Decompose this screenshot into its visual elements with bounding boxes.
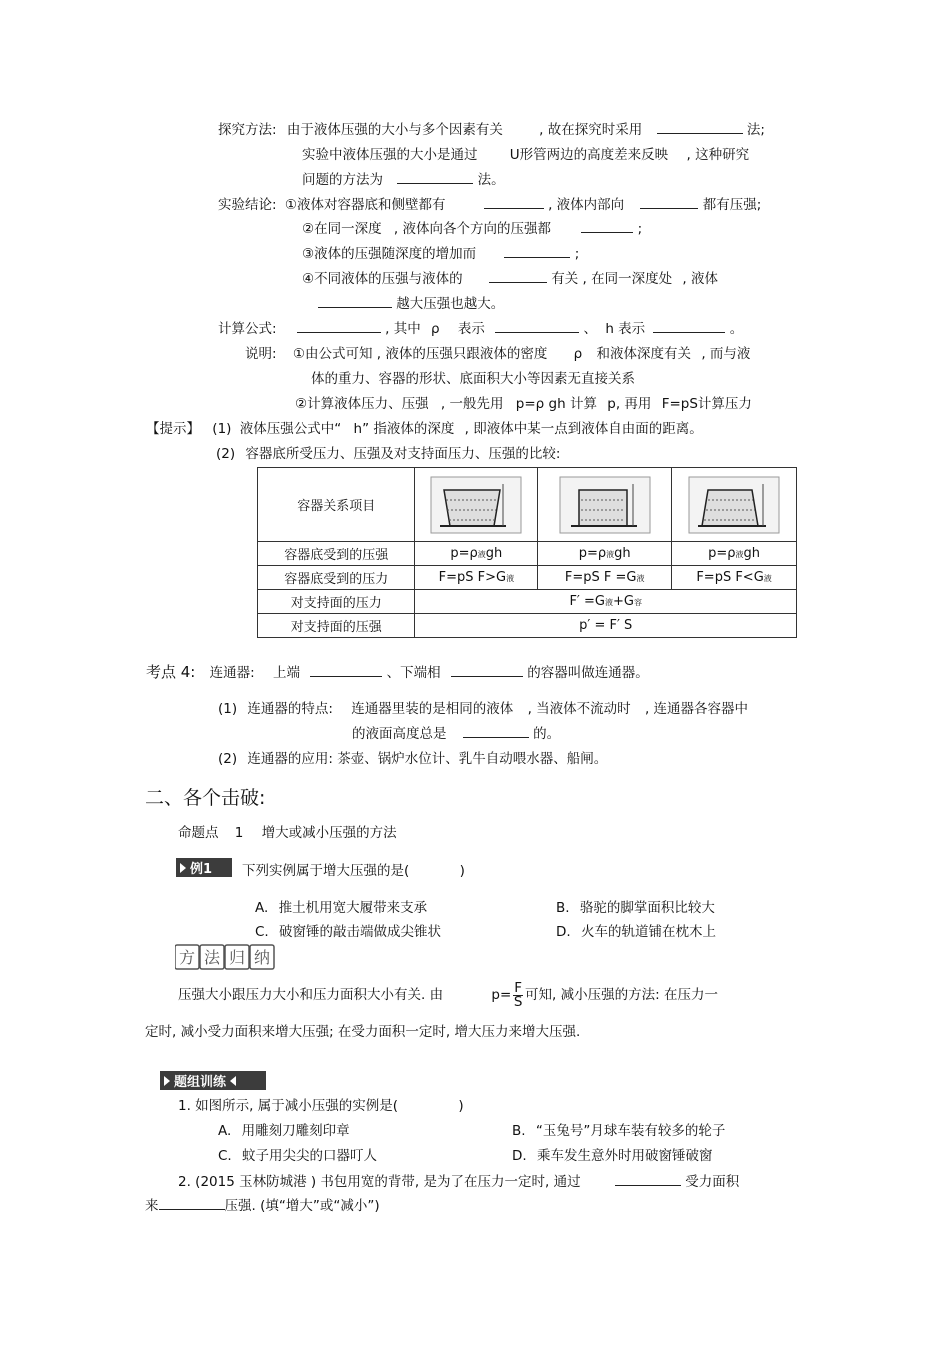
conclusion-text: ①液体对容器底和侧壁都有	[284, 197, 446, 213]
conclusion-line-5	[318, 295, 504, 313]
fraction-numerator: F	[514, 979, 523, 996]
cell-subscript: 液	[735, 550, 744, 559]
drill-option-b[interactable]	[512, 1122, 725, 1140]
table-cell	[672, 542, 797, 566]
row-label: 容器底受到的压强	[258, 542, 415, 566]
option-key: B.	[512, 1123, 526, 1139]
question-text: 压强. (填“增大”或“减小”)	[224, 1198, 380, 1214]
conclusion-text: ④不同液体的压强与液体的	[302, 271, 463, 287]
cell-text: F=pS F =G	[564, 570, 637, 585]
answer-blank[interactable]	[397, 171, 473, 184]
hint-text: 容器底所受压力、压强及对支持面压力、压强的比较:	[245, 446, 561, 462]
comparison-table	[257, 467, 797, 638]
hint-text: h”	[353, 421, 370, 437]
cell-text: F′ =G	[569, 594, 605, 609]
proposition-text: 1	[234, 825, 244, 841]
section-title: 二、各个击破:	[145, 787, 266, 809]
cell-subscript: 液	[477, 550, 486, 559]
kaodian-text: 连通器的特点:	[247, 701, 333, 717]
conclusion-text: 有关 , 在同一深度处	[551, 271, 673, 287]
formula-p: p=	[491, 987, 512, 1003]
drill-option-a[interactable]	[218, 1122, 350, 1140]
cell-text: p=ρ	[708, 546, 736, 561]
table-row	[258, 566, 797, 590]
cell-text: F=pS F>G	[438, 570, 507, 585]
hint-line-2	[216, 445, 560, 463]
note-text: , 液体的压强只跟液体的密度	[376, 346, 548, 362]
kaodian-text: , 连通器各容器中	[644, 701, 749, 717]
hint-text: , 即液体中某一点到液体自由面的距离。	[464, 421, 703, 437]
play-icon	[164, 1076, 170, 1086]
proposition-line	[178, 824, 397, 842]
option-text: 用雕刻刀雕刻印章	[241, 1123, 350, 1139]
note-text: 和液体深度有关	[596, 346, 692, 362]
cell-subscript: 液	[763, 574, 772, 583]
cell-text: p=ρ	[578, 546, 607, 561]
conclusion-text: , 液体	[682, 271, 718, 287]
conclusion-text: 都有压强;	[702, 197, 762, 213]
option-text: 蚊子用尖尖的口器叮人	[242, 1148, 378, 1164]
question-text: 下列实例属于增大压强的是(	[242, 863, 410, 879]
option-key: D.	[512, 1148, 527, 1164]
drill-q1	[178, 1097, 464, 1115]
row-label: 对支持面的压强	[258, 614, 415, 638]
kaodian-text: , 当液体不流动时	[527, 701, 631, 717]
cell-text: gh	[614, 546, 631, 561]
formula-text: 。	[729, 321, 744, 337]
formula-label: 计算公式:	[218, 321, 277, 337]
proposition-text: 增大或减小压强的方法	[261, 825, 397, 841]
table-row	[258, 614, 797, 638]
method-text: 可知, 减小压强的方法: 在压力一	[525, 987, 718, 1003]
conclusion-line-3	[302, 245, 579, 263]
table-cell	[672, 566, 797, 590]
container-wide-top-icon	[430, 476, 522, 534]
kaodian-text: 的液面高度总是	[352, 726, 447, 742]
explore-line-2	[302, 146, 749, 164]
drill-option-c[interactable]	[218, 1147, 377, 1165]
note-text: ①由公式可知	[292, 346, 373, 362]
conclusion-label: 实验结论:	[218, 197, 277, 213]
note-line-3	[295, 395, 752, 413]
question-text: 2. (2015 玉林防城港 ) 书包用宽的背带, 是为了在压力一定时, 通过	[178, 1174, 581, 1190]
conclusion-text: ;	[574, 246, 580, 262]
hint-text: (2)	[216, 446, 236, 462]
row-label: 容器底受到的压力	[258, 566, 415, 590]
table-header: 容器关系项目	[258, 468, 415, 542]
cell-subscript: 液	[636, 574, 645, 583]
cell-text: +G	[612, 594, 634, 609]
answer-blank[interactable]	[640, 196, 698, 209]
option-text: 推土机用宽大履带来支承	[278, 900, 428, 916]
table-row	[258, 590, 797, 614]
container-diagram-narrow-top	[672, 468, 797, 542]
example-tag-label: 例1	[190, 862, 213, 877]
example-option-d[interactable]	[556, 923, 716, 941]
formula-text: h	[605, 321, 614, 337]
answer-blank[interactable]	[653, 320, 725, 333]
question-text: )	[458, 1098, 464, 1114]
conclusion-line-4	[302, 270, 718, 288]
option-text: 乘车发生意外时用破窗锤破窗	[536, 1148, 713, 1164]
option-key: C.	[218, 1148, 232, 1164]
option-key: D.	[556, 924, 571, 940]
table-row	[258, 542, 797, 566]
conclusion-line-1	[218, 196, 761, 214]
fraction-denominator: S	[513, 993, 523, 1010]
cell-subscript: 液	[606, 550, 615, 559]
question-text: 来	[145, 1198, 159, 1214]
drill-option-d[interactable]	[512, 1147, 712, 1165]
option-key: A.	[255, 900, 269, 916]
kaodian-p1	[218, 700, 748, 718]
note-text: ②计算液体压力、压强	[295, 396, 429, 412]
kaodian-text: 连通器:	[209, 665, 255, 681]
note-line-2	[311, 370, 635, 388]
hint-text: 液体压强公式中“	[239, 421, 342, 437]
explore-text: , 故在探究时采用	[539, 122, 643, 138]
container-diagram-wide-top	[415, 468, 538, 542]
table-cell	[415, 590, 797, 614]
conclusion-text: ②在同一深度	[302, 221, 382, 237]
answer-blank[interactable]	[463, 725, 529, 738]
table-cell	[415, 566, 538, 590]
hint-text: 指液体的深度	[373, 421, 455, 437]
kaodian-p2	[218, 750, 607, 768]
answer-blank[interactable]	[318, 295, 392, 308]
kaodian-text: 的容器叫做连通器。	[527, 665, 649, 681]
method-text: 压强大小跟压力大小和压力面积大小有关. 由	[178, 987, 444, 1003]
explore-text: , 这种研究	[686, 147, 750, 163]
explore-text: 由于液体压强的大小与多个因素有关	[286, 122, 503, 138]
formula-text: 、	[583, 321, 598, 337]
answer-blank[interactable]	[159, 1197, 225, 1210]
explore-text: 实验中液体压强的大小是通过	[302, 147, 478, 163]
conclusion-text: ③液体的压强随深度的增加而	[302, 246, 477, 262]
drill-q2	[178, 1173, 739, 1191]
formula-text: 表示	[618, 321, 646, 337]
container-diagram-straight	[538, 468, 672, 542]
table-cell	[538, 566, 672, 590]
explore-line-3	[302, 171, 505, 189]
explore-text: 法。	[477, 172, 505, 188]
method-char: 归	[228, 948, 246, 967]
answer-blank[interactable]	[495, 320, 579, 333]
kaodian-label: 考点 4:	[146, 663, 196, 681]
note-text: 体的重力、容器的形状、底面积大小等因素无直接关系	[311, 371, 635, 387]
cell-text: F=pS F<G	[696, 570, 764, 585]
conclusion-line-2	[302, 220, 642, 238]
table-cell	[538, 542, 672, 566]
proposition-text: 命题点	[178, 825, 219, 841]
explore-line-1	[218, 121, 765, 139]
method-char: 纳	[253, 948, 271, 967]
hint-line-1	[146, 420, 703, 438]
formula-line	[218, 320, 743, 338]
answer-blank[interactable]	[489, 270, 547, 283]
hint-text: (1)	[212, 421, 232, 437]
row-label: 对支持面的压力	[258, 590, 415, 614]
kaodian-text: (2)	[218, 751, 238, 767]
play-left-icon	[230, 1076, 236, 1086]
kaodian-p1-cont	[352, 725, 560, 743]
drill-tag	[160, 1071, 266, 1090]
example-tag	[176, 858, 232, 877]
method-char: 方	[178, 948, 196, 967]
explore-label: 探究方法:	[218, 122, 277, 138]
answer-blank[interactable]	[297, 320, 381, 333]
option-key: A.	[218, 1123, 232, 1139]
explore-text: 法;	[746, 122, 765, 138]
drill-q2-cont	[145, 1197, 380, 1215]
cell-text: p=ρ	[450, 546, 478, 561]
answer-blank[interactable]	[581, 220, 633, 233]
note-text: p, 再用	[607, 396, 652, 412]
note-label: 说明:	[245, 346, 277, 362]
explore-text: 问题的方法为	[302, 172, 383, 188]
example-option-a[interactable]	[255, 899, 427, 917]
option-key: B.	[556, 900, 570, 916]
fraction	[513, 979, 523, 1010]
method-char: 法	[203, 948, 221, 967]
note-text: , 而与液	[701, 346, 751, 362]
conclusion-text: ;	[637, 221, 643, 237]
table-cell	[415, 542, 538, 566]
cell-subscript: 液	[506, 574, 515, 583]
table-row	[258, 468, 797, 542]
example-question	[242, 862, 465, 880]
option-text: 火车的轨道铺在枕木上	[580, 924, 716, 940]
conclusion-text: , 液体向各个方向的压强都	[393, 221, 551, 237]
note-text: 计算	[569, 396, 597, 412]
cell-subscript: 容	[633, 598, 642, 607]
note-line-1	[245, 345, 750, 363]
kaodian-text: 、下端相	[386, 665, 441, 681]
answer-blank[interactable]	[310, 664, 382, 677]
hint-label: 【提示】	[146, 421, 200, 437]
method-summary-icon	[175, 944, 277, 970]
container-narrow-top-icon	[688, 476, 780, 534]
note-text: ρ	[573, 346, 583, 362]
option-text: 骆驼的脚掌面积比较大	[579, 900, 715, 916]
note-text: F=pS计算压力	[661, 396, 752, 412]
note-text: p=ρ gh	[515, 396, 566, 412]
question-text: 1. 如图所示, 属于减小压强的实例是(	[178, 1098, 399, 1114]
cell-text: gh	[485, 546, 503, 561]
answer-blank[interactable]	[657, 121, 743, 134]
kaodian-line	[146, 663, 649, 682]
conclusion-text: 越大压强也越大。	[396, 296, 505, 312]
kaodian-text: 连通器里装的是相同的液体	[351, 701, 514, 717]
drill-tag-label: 题组训练	[174, 1075, 227, 1090]
option-text: “玉兔号”月球车装有较多的轮子	[535, 1123, 726, 1139]
option-key: C.	[255, 924, 269, 940]
method-line-1	[178, 980, 718, 1010]
method-text: 定时, 减小受力面积来增大压强; 在受力面积一定时, 增大压力来增大压强.	[145, 1024, 581, 1040]
kaodian-text: (1)	[218, 701, 238, 717]
question-text: 受力面积	[685, 1174, 740, 1190]
container-straight-icon	[559, 476, 651, 534]
explore-text: U形管两边的高度差来反映	[509, 147, 669, 163]
answer-blank[interactable]	[615, 1173, 681, 1186]
formula-text: 表示	[457, 321, 485, 337]
kaodian-text: 上端	[273, 665, 301, 681]
cell-subscript: 液	[604, 598, 613, 607]
play-icon	[180, 863, 186, 873]
kaodian-text: 的。	[533, 726, 561, 742]
answer-blank[interactable]	[451, 664, 523, 677]
formula-text: ρ	[431, 321, 440, 337]
cell-text: gh	[743, 546, 760, 561]
method-line-2	[145, 1023, 580, 1041]
answer-blank[interactable]	[484, 196, 544, 209]
kaodian-text: 连通器的应用: 茶壶、锅炉水位计、乳牛自动喂水器、船闸。	[247, 751, 608, 767]
answer-blank[interactable]	[504, 245, 570, 258]
example-option-c[interactable]	[255, 923, 441, 941]
formula-text: , 其中	[385, 321, 421, 337]
option-text: 破窗锤的敲击端做成尖锥状	[279, 924, 442, 940]
conclusion-text: , 液体内部向	[548, 197, 625, 213]
example-option-b[interactable]	[556, 899, 715, 917]
table-cell: p′ = F′ S	[415, 614, 797, 638]
question-text: )	[459, 863, 465, 879]
note-text: , 一般先用	[440, 396, 504, 412]
